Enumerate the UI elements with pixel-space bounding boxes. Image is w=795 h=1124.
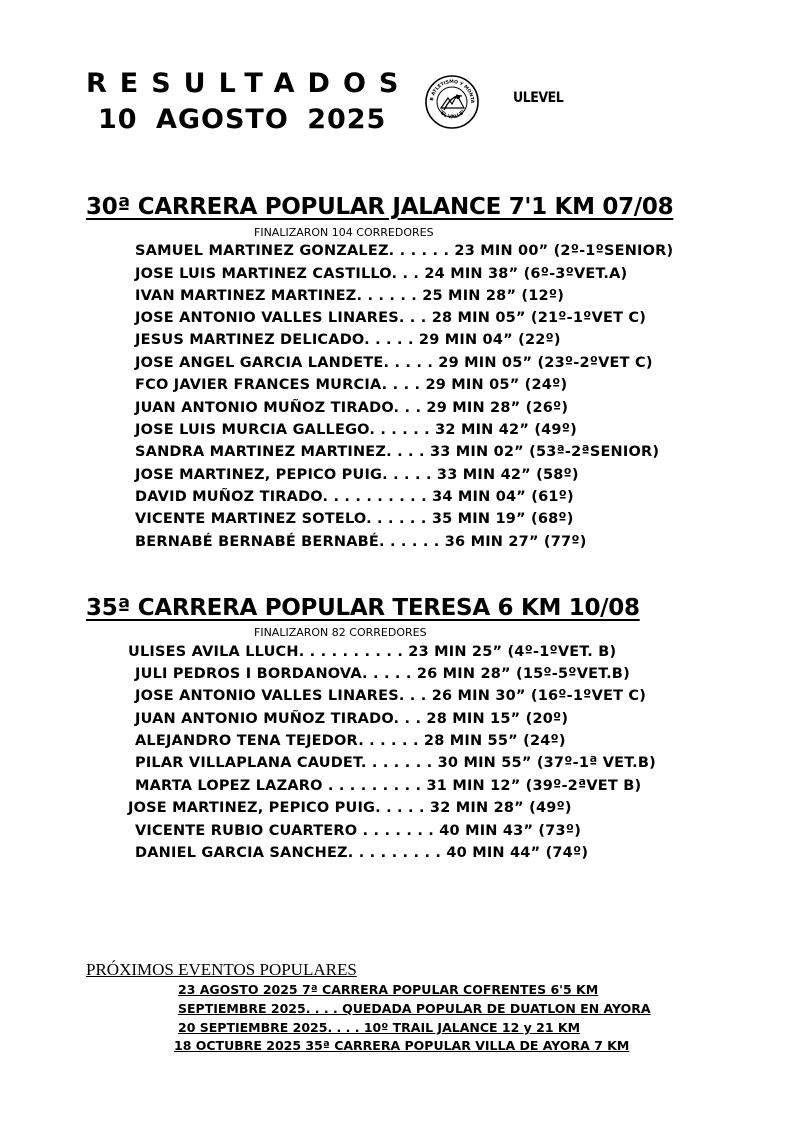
result-row: ULISES AVILA LLUCH. . . . . . . . . . 23 MIN 25” (4º-1ºVET. B) [128,644,617,660]
events-heading: PRÓXIMOS EVENTOS POPULARES [86,960,357,979]
event-item: 23 AGOSTO 2025 7ª CARRERA POPULAR COFRENTES 6'5 KM [178,982,599,997]
result-row: JOSE LUIS MARTINEZ CASTILLO. . . 24 MIN 38” (6º-3ºVET.A) [135,266,628,282]
result-row: DAVID MUÑOZ TIRADO. . . . . . . . . . 34 MIN 04” (61º) [135,489,574,505]
result-row: JUAN ANTONIO MUÑOZ TIRADO. . . 29 MIN 28” (26º) [135,400,569,416]
result-row: JOSE ANTONIO VALLES LINARES. . . 28 MIN 05” (21º-1ºVET C) [135,310,647,326]
result-row: JOSE MARTINEZ, PEPICO PUIG. . . . . 33 MIN 42” (58º) [135,467,579,483]
result-row: ALEJANDRO TENA TEJEDOR. . . . . . 28 MIN 55” (24º) [135,733,566,749]
result-row: SANDRA MARTINEZ MARTINEZ. . . . 33 MIN 02” (53ª-2ªSENIOR) [135,444,660,460]
event-item: 20 SEPTIEMBRE 2025. . . . 10º TRAIL JALANCE 12 y 21 KM [178,1020,581,1035]
result-row: JESUS MARTINEZ DELICADO. . . . . 29 MIN 04” (22º) [135,332,561,348]
result-row: SAMUEL MARTINEZ GONZALEZ. . . . . . 23 MIN 00” (2º-1ºSENIOR) [135,243,674,259]
result-row: JOSE ANTONIO VALLES LINARES. . . 26 MIN 30” (16º-1ºVET C) [135,688,647,704]
race-title: 35ª CARRERA POPULAR TERESA 6 KM 10/08 [86,595,640,621]
club-logo [424,74,480,130]
event-item: SEPTIEMBRE 2025. . . . QUEDADA POPULAR DE DUATLON EN AYORA [178,1001,651,1016]
logo-text-bottom: "EL VALLE" [437,108,467,121]
result-row: JOSE LUIS MURCIA GALLEGO. . . . . . 32 MIN 42” (49º) [135,422,577,438]
result-row: JOSE ANGEL GARCIA LANDETE. . . . . 29 MIN 05” (23º-2ºVET C) [135,355,653,371]
result-row: BERNABÉ BERNABÉ BERNABÉ. . . . . . 36 MIN 27” (77º) [135,534,587,550]
result-row: DANIEL GARCIA SANCHEZ. . . . . . . . . 40 MIN 44” (74º) [135,845,589,861]
result-row: JOSE MARTINEZ, PEPICO PUIG. . . . . 32 MIN 28” (49º) [128,800,572,816]
race-finishers: FINALIZARON 104 CORREDORES [254,226,434,239]
race-title: 30ª CARRERA POPULAR JALANCE 7'1 KM 07/08 [86,194,674,220]
result-row: IVAN MARTINEZ MARTINEZ. . . . . . 25 MIN 28” (12º) [135,288,565,304]
result-row: MARTA LOPEZ LAZARO . . . . . . . . . 31 MIN 12” (39º-2ªVET B) [135,778,642,794]
brand-logo: ULEVEL [513,90,564,106]
result-row: JUAN ANTONIO MUÑOZ TIRADO. . . 28 MIN 15” (20º) [135,711,569,727]
race-finishers: FINALIZARON 82 CORREDORES [254,626,427,639]
event-item: 18 OCTUBRE 2025 35ª CARRERA POPULAR VILLA DE AYORA 7 KM [174,1038,630,1053]
result-row: FCO JAVIER FRANCES MURCIA. . . . 29 MIN 05” (24º) [135,377,568,393]
logo-text-top: B ATLETISMO Y MONTA [429,79,475,104]
svg-text:"EL VALLE" [437,108,467,120]
result-row: VICENTE RUBIO CUARTERO . . . . . . . 40 MIN 43” (73º) [135,823,582,839]
page-title: RESULTADOS [86,68,412,99]
result-row: JULI PEDROS I BORDANOVA. . . . . 26 MIN 28” (15º-5ºVET.B) [135,666,630,682]
page-date: 10 AGOSTO 2025 [98,104,387,135]
result-row: VICENTE MARTINEZ SOTELO. . . . . . 35 MIN 19” (68º) [135,511,574,527]
result-row: PILAR VILLAPLANA CAUDET. . . . . . . 30 MIN 55” (37º-1ª VET.B) [135,755,656,771]
